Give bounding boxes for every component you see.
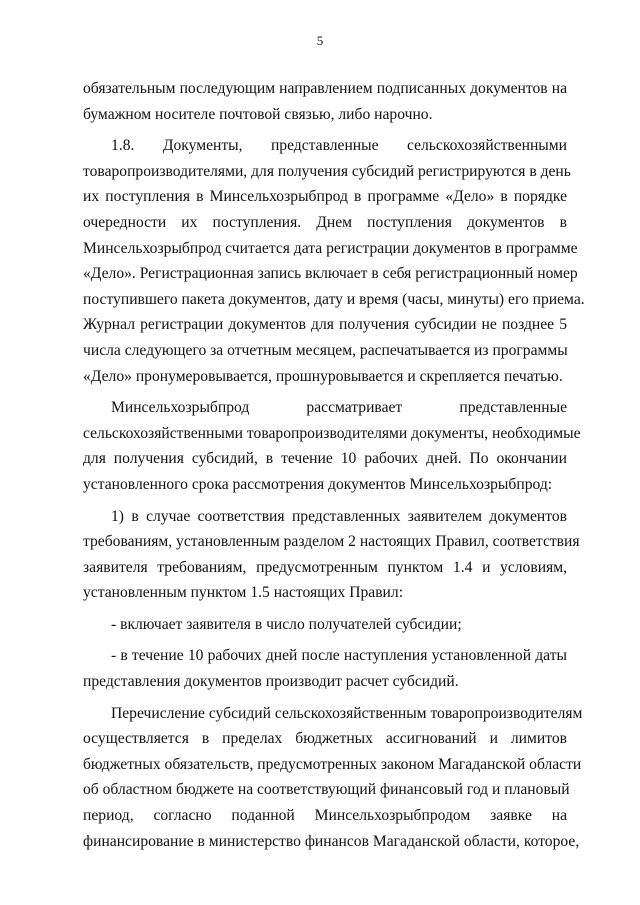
text-line: «Дело». Регистрационная запись включает в себя регистрационный номер [83,265,578,283]
text-line: Минсельхозрыбпрод считается дата регистрации документов в программе [83,239,578,257]
document-body [83,76,585,854]
text-line: сельскохозяйственными товаропроизводителями документы, необходимые [83,424,581,442]
text-line: обязательным последующим направлением подписанных документов на [83,80,567,97]
text-line: Перечисление субсидий сельскохозяйственным товаропроизводителям [111,704,583,722]
text-line: требованиям, установленным разделом 2 настоящих Правил, соответствия [83,533,580,551]
text-line: об областном бюджете на соответствующий финансовый год и плановый [83,781,570,799]
paragraph-continuation [83,76,567,127]
text-line: 1.8. Документы, представленные сельскохозяйственными [111,137,567,155]
text-line: установленного срока рассмотрения документов Минсельхозрыбпрод: [83,475,553,493]
page-number: 5 [316,33,324,48]
text-line: бумажном носителе почтовой связью, либо нарочно. [83,105,433,123]
paragraph-transfer [83,701,583,855]
text-line: установленным пунктом 1.5 настоящих Правил: [83,584,404,602]
text-line: - включает заявителя в число получателей субсидии; [111,615,462,633]
text-line: поступившего пакета документов, дату и время (часы, минуты) его приема. [83,290,585,308]
text-line: 1) в случае соответствия представленных заявителем документов [111,507,567,525]
text-line: Минсельхозрыбпрод рассматривает представленные [111,399,567,417]
paragraph-1-8 [83,133,585,389]
text-line: их поступления в Минсельхозрыбпрод в программе «Дело» в порядке [83,188,567,206]
text-line: - в течение 10 рабочих дней после наступления установленной даты [111,647,567,665]
text-line: «Дело» пронумеровывается, прошнуровывается и скрепляется печатью. [83,367,563,385]
text-line: числа следующего за отчетным месяцем, распечатывается из программы [83,341,568,359]
text-line: заявителя требованиям, предусмотренным пунктом 1.4 и условиям, [83,558,567,576]
text-line: товаропроизводителями, для получения субсидий регистрируются в день [83,162,571,180]
text-line: осуществляется в пределах бюджетных ассигнований и лимитов [83,730,567,748]
text-line: для получения субсидий, в течение 10 рабочих дней. По окончании [83,450,567,468]
text-line: очередности их поступления. Днем поступления документов в [83,213,567,231]
text-line: бюджетных обязательств, предусмотренных законом Магаданской области [83,755,582,773]
text-line: Журнал регистрации документов для получения субсидии не позднее 5 [83,316,567,334]
text-line: представления документов производит расчет субсидий. [83,673,459,691]
text-line: финансирование в министерство финансов Магаданской области, которое, [83,832,580,850]
paragraph-item-1 [83,504,580,606]
paragraph-review [83,395,581,497]
text-line: период, согласно поданной Минсельхозрыбпродом заявке на [83,807,567,825]
paragraph-dash-2 [83,643,567,694]
paragraph-dash-1 [83,612,567,638]
